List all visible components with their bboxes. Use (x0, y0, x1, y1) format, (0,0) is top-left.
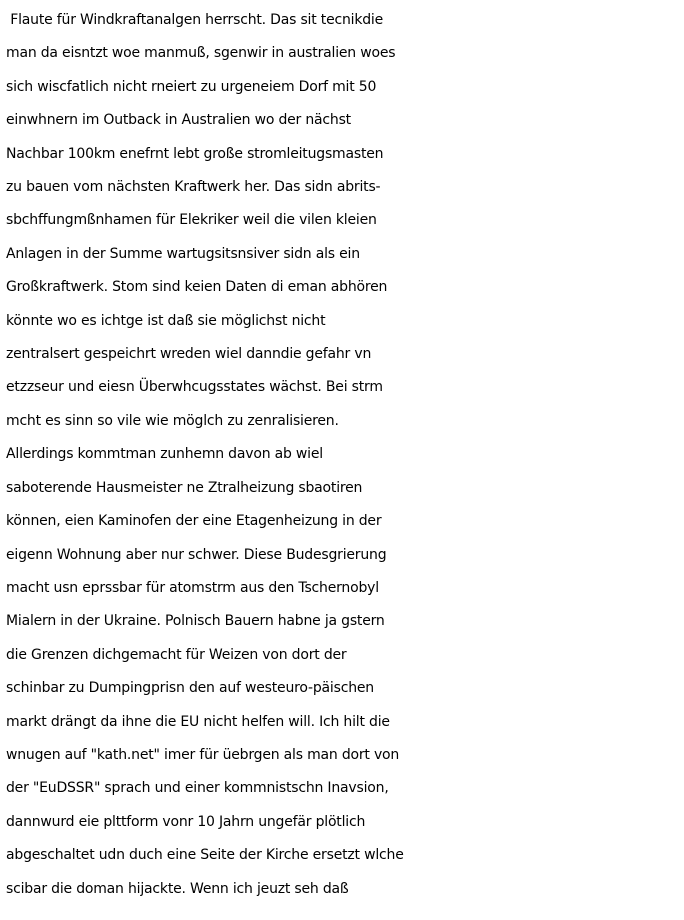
text-line-12: etzzseur und eiesn Überwhcugsstates wächst. Bei strm (6, 379, 383, 396)
text-line-18: macht usn eprssbar für atomstrm aus den Tschernobyl (6, 579, 379, 596)
text-line-24: der "EuDSSR" sprach und einer kommnistschn Inavsion, (6, 780, 389, 797)
text-line-8: Anlagen in der Summe wartugsitsnsiver sidn als ein (6, 245, 360, 262)
text-line-4: einwhnern im Outback in Australien wo der nächst (6, 112, 351, 129)
text-line-2: man da eisntzt woe manmuß, sgenwir in australien woes (6, 45, 396, 62)
text-line-16: können, eien Kaminofen der eine Etagenheizung in der (6, 513, 382, 530)
text-line-22: markt drängt da ihne die EU nicht helfen will. Ich hilt die (6, 713, 390, 730)
text-line-20: die Grenzen dichgemacht für Weizen von dort der (6, 646, 347, 663)
text-line-19: Mialern in der Ukraine. Polnisch Bauern habne ja gstern (6, 613, 385, 630)
text-line-25: dannwurd eie plttform vonr 10 Jahrn ungefär plötlich (6, 813, 366, 830)
text-line-5: Nachbar 100km enefrnt lebt große stromleitugsmasten (6, 145, 384, 162)
text-line-15: saboterende Hausmeister ne Ztralheizung sbaotiren (6, 479, 363, 496)
text-line-27: scibar die doman hijackte. Wenn ich jeuzt seh daß (6, 880, 349, 897)
text-line-7: sbchffungmßnhamen für Elekriker weil die vilen kleien (6, 212, 377, 229)
text-line-14: Allerdings kommtman zunhemn davon ab wiel (6, 446, 323, 463)
text-line-26: abgeschaltet udn duch eine Seite der Kirche ersetzt wlche (6, 847, 404, 864)
text-line-10: könnte wo es ichtge ist daß sie möglichst nicht (6, 312, 326, 329)
text-line-21: schinbar zu Dumpingprisn den auf westeuro-päischen (6, 680, 374, 697)
text-line-1: Flaute für Windkraftanalgen herrscht. Das sit tecnikdie (6, 12, 384, 28)
text-line-11: zentralsert gespeichrt wreden wiel danndie gefahr vn (6, 346, 372, 363)
text-line-13: mcht es sinn so vile wie möglch zu zenralisieren. (6, 412, 339, 429)
text-line-3: sich wiscfatlich nicht rneiert zu urgeneiem Dorf mit 50 (6, 78, 377, 95)
text-line-6: zu bauen vom nächsten Kraftwerk her. Das sidn abrits- (6, 179, 381, 196)
text-line-17: eigenn Wohnung aber nur schwer. Diese Budesgrierung (6, 546, 387, 563)
text-line-9: Großkraftwerk. Stom sind keien Daten di eman abhören (6, 279, 388, 296)
text-line-23: wnugen auf "kath.net" imer für üebrgen als man dort von (6, 746, 400, 763)
